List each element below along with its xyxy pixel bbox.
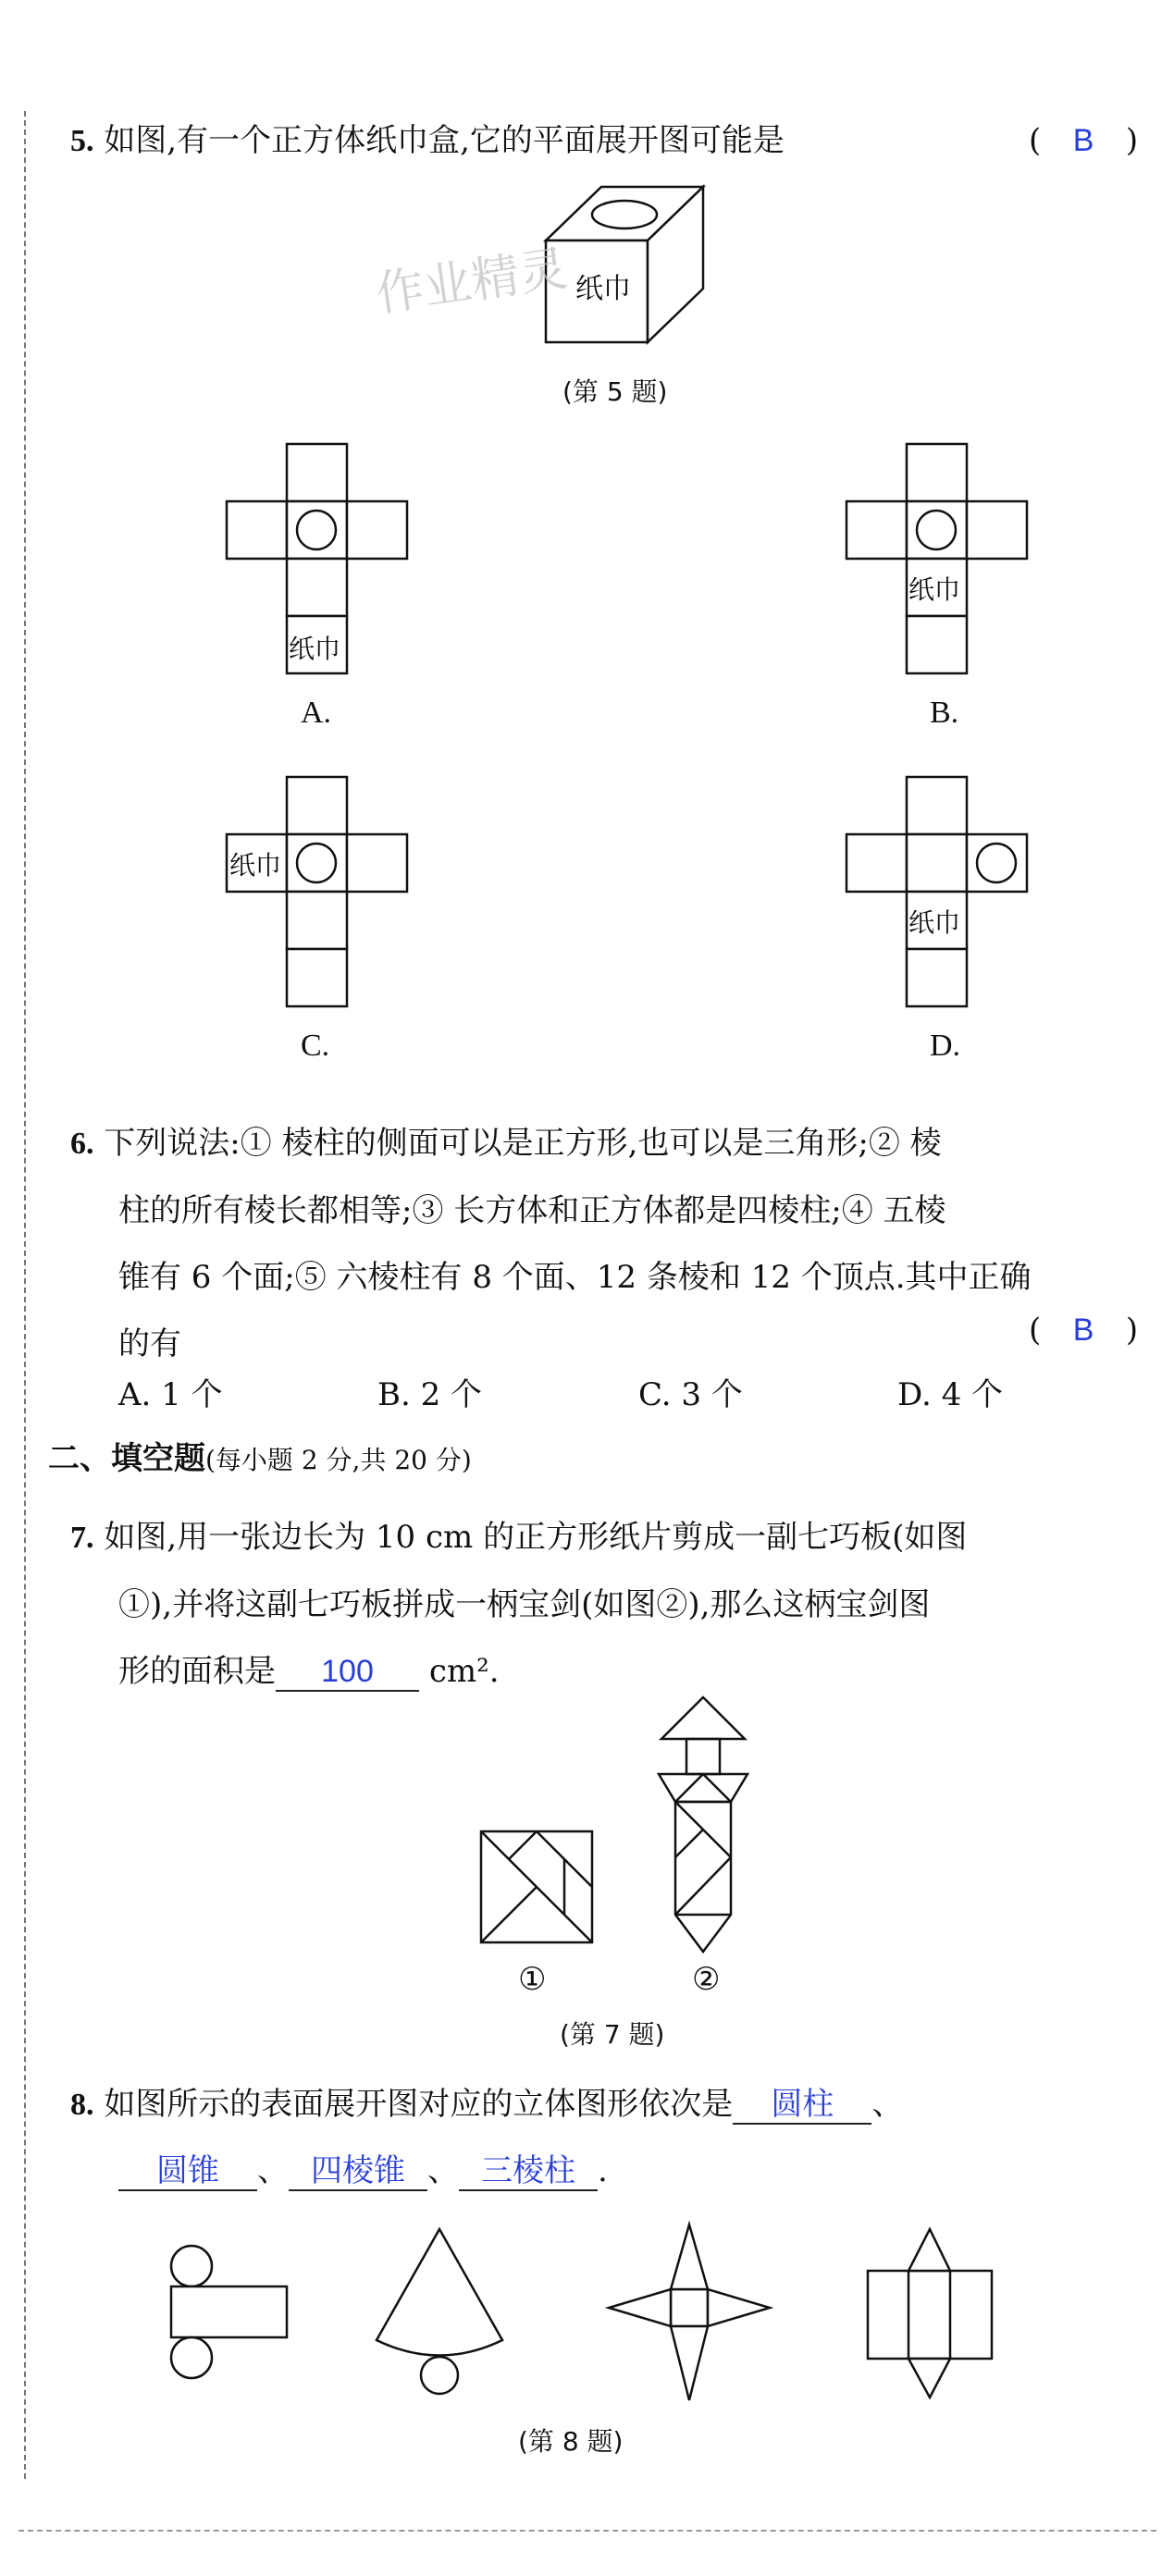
q8-stem: 如图所示的表面展开图对应的立体图形依次是 bbox=[104, 2086, 734, 2123]
q6-answer: B bbox=[1072, 1313, 1094, 1348]
q7-tangram-sword bbox=[648, 1693, 763, 1961]
q5-bracket-open: ( bbox=[1029, 122, 1042, 159]
q7-answer-blank: 100 bbox=[276, 1653, 419, 1692]
q8-pyramid-net bbox=[601, 2220, 777, 2405]
q8-sep-1: 、 bbox=[871, 2086, 904, 2123]
bottom-margin-line bbox=[19, 2530, 1156, 2532]
q8-cone-net bbox=[365, 2225, 513, 2400]
q6-answer-bracket bbox=[1029, 1312, 1138, 1349]
q6-line-3: 锥有 6 个面;⑤ 六棱柱有 8 个面、12 条棱和 12 个顶点.其中正确 bbox=[118, 1259, 1032, 1296]
q6-choice-d: D. 4 个 bbox=[897, 1376, 1004, 1413]
q8-cylinder-net bbox=[157, 2238, 296, 2396]
q5-option-d-label: D. bbox=[930, 1029, 961, 1063]
q5-option-c-net bbox=[222, 772, 416, 1022]
q7-figure-1-label: ① bbox=[518, 1963, 547, 1997]
q7-number: 7. bbox=[70, 1521, 94, 1555]
q8-end: . bbox=[598, 2152, 608, 2189]
option-c-label-text: 纸巾 bbox=[229, 850, 282, 881]
q7-figure-caption: (第 7 题) bbox=[560, 2019, 665, 2050]
q7-stem bbox=[70, 1504, 967, 1705]
q6-line-1: 下列说法:① 棱柱的侧面可以是正方形,也可以是三角形;② 棱 bbox=[104, 1125, 942, 1162]
q6-line-2: 柱的所有棱长都相等;③ 长方体和正方体都是四棱柱;④ 五棱 bbox=[118, 1192, 946, 1229]
q8-line-1 bbox=[70, 2086, 903, 2125]
q7-tangram-square bbox=[476, 1827, 601, 1947]
watermark: 作业精灵 bbox=[372, 240, 571, 324]
q8-sep-2: 、 bbox=[257, 2152, 289, 2189]
option-d-label-text: 纸巾 bbox=[908, 907, 961, 938]
binding-margin-line bbox=[24, 111, 26, 2479]
q6-choice-b: B. 2 个 bbox=[377, 1376, 483, 1413]
q6-bracket-open: ( bbox=[1029, 1312, 1042, 1349]
q7-line-2: ①),并将这副七巧板拼成一柄宝剑(如图②),那么这柄宝剑图 bbox=[118, 1586, 931, 1623]
section-2-heading bbox=[48, 1440, 472, 1479]
q7-figure-2-label: ② bbox=[692, 1963, 721, 1997]
box-label: 纸巾 bbox=[575, 273, 631, 305]
q8-answer-3: 四棱锥 bbox=[289, 2152, 427, 2191]
q5-bracket-close: ) bbox=[1125, 122, 1139, 159]
section-2-note: (每小题 2 分,共 20 分) bbox=[205, 1445, 472, 1475]
q5-figure-caption: (第 5 题) bbox=[562, 376, 668, 407]
box-top-hole bbox=[592, 201, 657, 228]
q5-stem: 如图,有一个正方体纸巾盒,它的平面展开图可能是 bbox=[104, 122, 785, 159]
q8-figure-caption: (第 8 题) bbox=[518, 2426, 624, 2457]
q8-sep-3: 、 bbox=[427, 2152, 459, 2189]
q6-choice-c: C. 3 个 bbox=[638, 1376, 743, 1413]
q8-prism-net bbox=[860, 2225, 999, 2400]
q6-line-4: 的有 bbox=[118, 1325, 181, 1362]
q8-answer-1: 圆柱 bbox=[733, 2086, 871, 2125]
option-a-label-text: 纸巾 bbox=[289, 634, 341, 664]
q5-option-c-label: C. bbox=[301, 1029, 330, 1063]
q6-bracket-close: ) bbox=[1125, 1312, 1139, 1349]
q7-line-3: 形的面积是 bbox=[118, 1653, 276, 1690]
q8-number: 8. bbox=[70, 2088, 94, 2122]
q8-answer-2: 圆锥 bbox=[118, 2152, 257, 2191]
q7-line-1: 如图,用一张边长为 10 cm 的正方形纸片剪成一副七巧板(如图 bbox=[104, 1519, 968, 1556]
q8-line-2 bbox=[118, 2152, 608, 2191]
q5-answer: B bbox=[1072, 123, 1094, 158]
q5-number: 5. bbox=[70, 124, 94, 158]
q7-end: . bbox=[488, 1653, 500, 1690]
q7-unit: cm² bbox=[428, 1653, 489, 1690]
q6-stem bbox=[70, 1110, 1032, 1377]
q6-number: 6. bbox=[70, 1127, 94, 1161]
q5-answer-bracket bbox=[1029, 122, 1138, 159]
section-2-title: 二、填空题 bbox=[48, 1440, 205, 1477]
option-b-label-text: 纸巾 bbox=[908, 574, 961, 605]
q8-answer-4: 三棱柱 bbox=[459, 2152, 598, 2191]
q5-option-a-label: A. bbox=[301, 696, 332, 730]
q5-option-b-label: B. bbox=[930, 696, 959, 730]
q5-option-b-net bbox=[842, 439, 1036, 689]
q5-stem-line bbox=[70, 122, 785, 160]
q5-option-d-net bbox=[842, 772, 1036, 1022]
q6-choice-a: A. 1 个 bbox=[118, 1376, 223, 1413]
q5-option-a-net bbox=[222, 439, 416, 689]
